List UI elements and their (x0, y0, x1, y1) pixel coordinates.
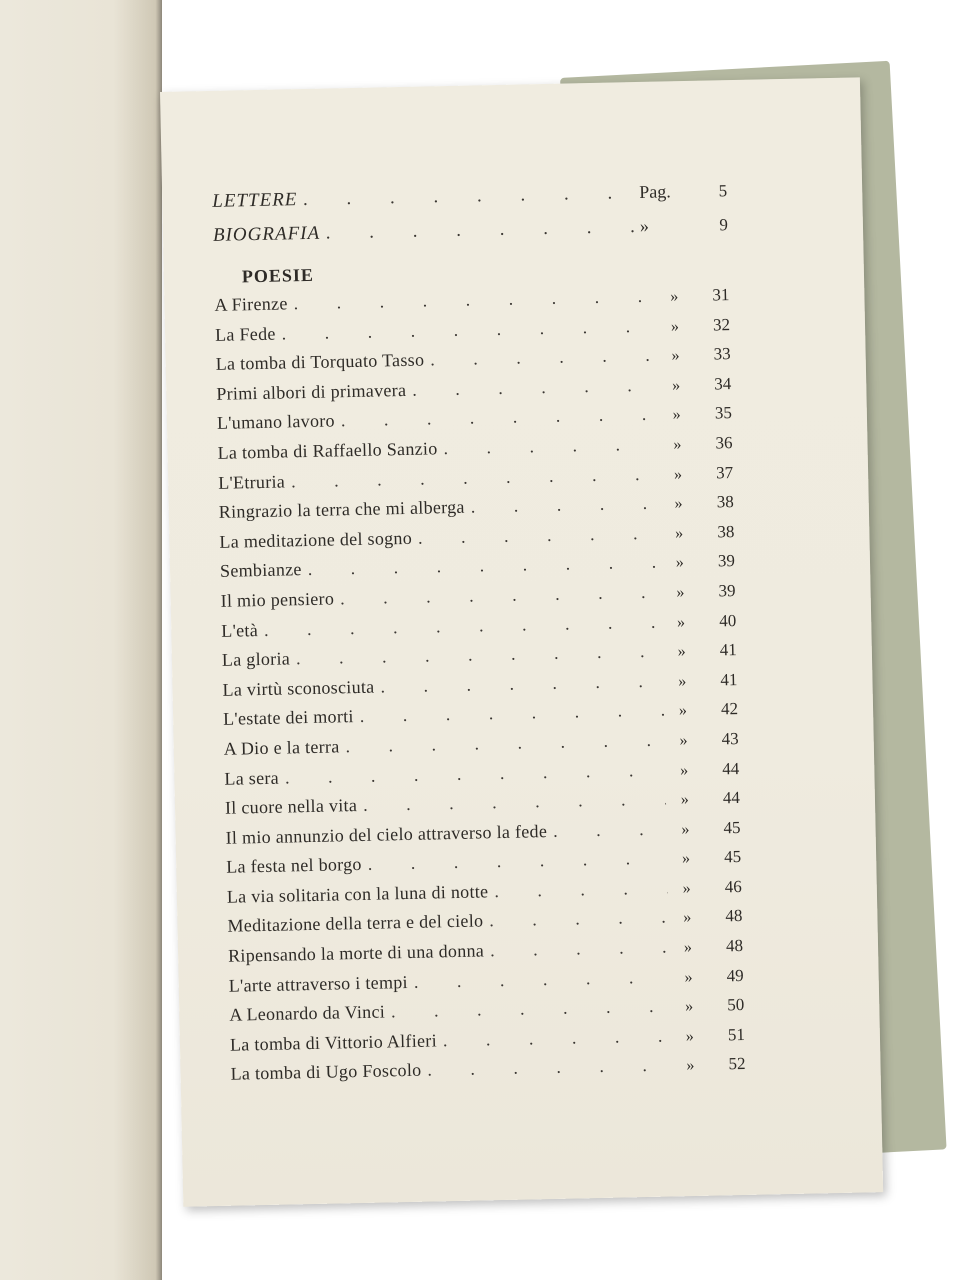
page-number: 51 (727, 1024, 746, 1045)
page-number: 39 (717, 551, 736, 571)
toc-title: L'Etruria (217, 471, 286, 493)
ditto-mark: » (672, 406, 682, 424)
toc-title: La tomba di Raffaello Sanzio (217, 438, 438, 463)
ditto-mark: » (681, 850, 691, 868)
toc-title: Sembianze (219, 559, 302, 582)
toc-title: Ringrazio la terra che mi alberga (218, 496, 465, 523)
toc-title: Il mio pensiero (220, 588, 335, 611)
leader-dots (303, 182, 639, 211)
ditto-mark: » (686, 1057, 695, 1075)
ditto-mark: » (639, 215, 650, 236)
leader-dots (471, 493, 660, 518)
ditto-mark: » (673, 465, 683, 483)
ditto-mark: » (676, 613, 686, 631)
page-number: 48 (725, 906, 743, 926)
toc-title: La meditazione del sogno (219, 527, 413, 552)
ditto-mark: » (670, 317, 680, 335)
leader-dots (380, 670, 663, 697)
ditto-mark: » (676, 584, 685, 602)
ditto-mark: » (675, 554, 685, 572)
page-number: 36 (715, 433, 733, 453)
toc-title: La virtù sconosciuta (222, 676, 375, 700)
toc-title: La Fede (214, 323, 276, 345)
page-number: 43 (721, 728, 739, 749)
book-page (160, 77, 883, 1206)
toc-title: L'estate dei morti (222, 706, 354, 730)
ditto-mark: » (678, 702, 688, 720)
page-number: 31 (712, 285, 730, 305)
page-number: 35 (714, 403, 733, 423)
ditto-mark: » (679, 731, 689, 750)
page-number: 33 (713, 344, 731, 364)
toc-title: La sera (224, 767, 280, 789)
toc-title: La via solitaria con la luna di notte (226, 881, 489, 907)
leader-dots (430, 345, 657, 371)
page-number: 32 (712, 314, 731, 335)
page-number: 49 (726, 965, 744, 985)
page-number: 37 (715, 462, 734, 482)
toc-title: La gloria (221, 648, 291, 670)
toc-title: La tomba di Ugo Foscolo (230, 1060, 422, 1085)
ditto-mark: » (683, 939, 693, 957)
page-number: 44 (722, 788, 741, 808)
page-number: 42 (720, 699, 739, 719)
toc-title: La tomba di Torquato Tasso (215, 349, 425, 375)
table-of-contents (212, 180, 746, 1094)
ditto-mark: » (682, 879, 692, 898)
ditto-mark: » (683, 909, 692, 927)
toc-title: Meditazione della terra e del cielo (227, 910, 484, 937)
page-number: 38 (717, 521, 735, 542)
page-number: 39 (718, 580, 736, 601)
ditto-mark: » (675, 524, 684, 543)
page-number: 48 (725, 936, 744, 956)
page-number: 45 (723, 847, 742, 867)
ditto-mark: » (678, 672, 687, 690)
toc-title: BIOGRAFIA (212, 222, 321, 246)
page-number: 34 (714, 373, 732, 394)
page-number: 52 (728, 1054, 746, 1074)
left-page (0, 0, 162, 1280)
ditto-mark: » (677, 643, 687, 661)
ditto-mark: » (673, 436, 682, 454)
leader-dots (490, 937, 669, 962)
toc-title: Ripensando la morte di una donna (227, 940, 485, 966)
leader-dots (494, 877, 668, 902)
toc-title: Il mio annunzio del cielo attraverso la fede (225, 820, 548, 848)
page-number: 46 (724, 876, 742, 897)
ditto-mark: » (671, 347, 680, 365)
toc-title: Il cuore nella vita (224, 795, 358, 818)
page-number: 38 (716, 492, 734, 512)
ditto-mark: » (681, 820, 690, 838)
ditto-mark: » (679, 761, 689, 779)
leader-dots (553, 818, 667, 841)
page-number: 9 (719, 215, 729, 235)
page-number: 45 (723, 817, 741, 838)
toc-title: La festa nel borgo (226, 854, 362, 878)
page-number: 41 (719, 640, 738, 660)
leader-dots (414, 966, 670, 992)
toc-title: L'età (221, 619, 259, 641)
toc-entries (214, 284, 746, 1094)
ditto-mark: » (680, 791, 690, 809)
ditto-mark: » (671, 376, 681, 395)
toc-title: Primi albori di primavera (216, 379, 407, 404)
leader-dots (391, 996, 671, 1023)
toc-title: L'arte attraverso i tempi (228, 971, 409, 996)
toc-title: A Leonardo da Vinci (229, 1001, 386, 1025)
page-number: 44 (722, 758, 740, 778)
leader-dots (427, 1055, 671, 1081)
ditto-mark: » (674, 495, 684, 513)
leader-dots (412, 374, 657, 400)
leader-dots (489, 907, 669, 932)
ditto-mark: » (684, 998, 694, 1016)
toc-title: L'umano lavoro (216, 410, 336, 434)
toc-title: A Dio e la terra (223, 736, 340, 759)
toc-title: A Firenze (214, 293, 288, 315)
leader-dots (443, 1025, 671, 1051)
section-heading: POESIE (241, 264, 315, 287)
page-number: 50 (727, 995, 745, 1015)
leader-dots (418, 522, 661, 548)
page-number: 41 (720, 669, 738, 690)
ditto-mark: » (684, 968, 693, 986)
toc-title: La tomba di Vittorio Alfieri (229, 1030, 438, 1055)
ditto-mark: » (685, 1027, 695, 1046)
ditto-mark: » (670, 288, 679, 306)
leader-dots (443, 434, 658, 459)
page-number: 40 (718, 610, 737, 630)
page-number: 5 (718, 181, 728, 201)
page-abbrev: Pag. (638, 181, 671, 202)
toc-title: LETTERE (212, 189, 298, 212)
